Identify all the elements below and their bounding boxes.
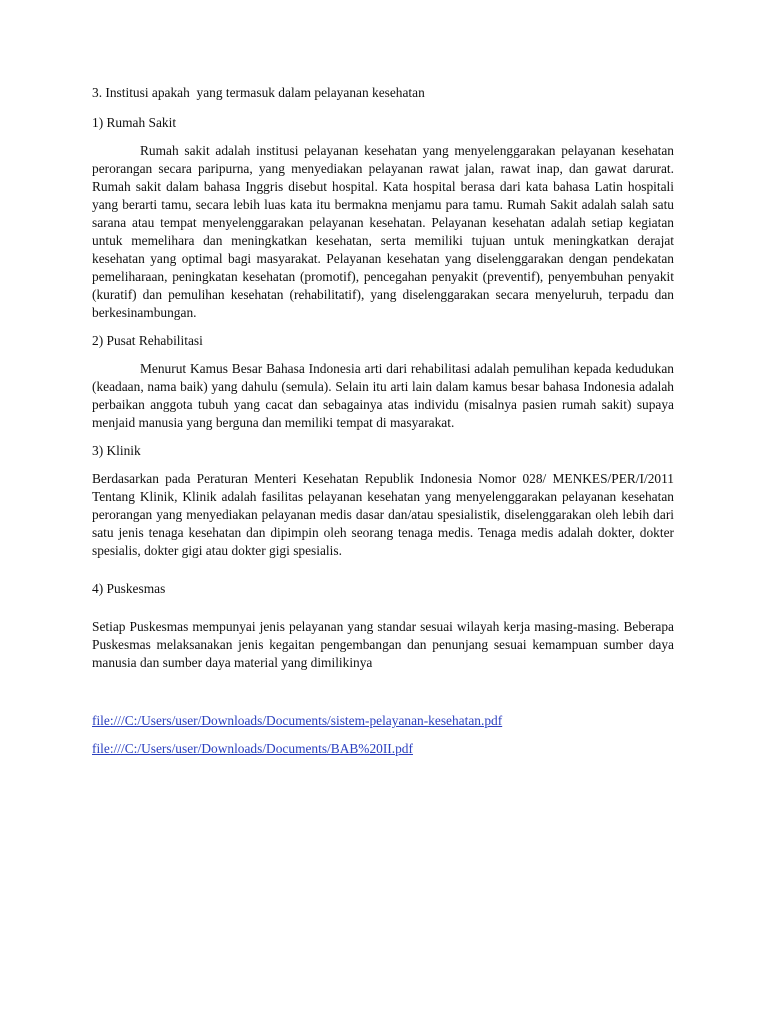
section-body-klinik: Berdasarkan pada Peraturan Menteri Kesehatan Republik Indonesia Nomor 028/ MENKES/PER/I/2011 Tentang Klinik, Klinik adalah fasilitas pelayanan kesehatan yang menyelenggarakan pelayanan kesehatan perorangan yang menyediakan pelayanan medis dasar dan/atau spesialistik, diselenggarakan oleh lebih dari satu jenis tenaga kesehatan dan dipimpin oleh seorang tenaga medis. Tenaga medis adalah dokter, dokter spesialis, dokter gigi atau dokter gigi spesialis. bbox=[92, 471, 674, 558]
section-title-puskesmas: 4) Puskesmas bbox=[92, 581, 166, 596]
section-title-pusat-rehabilitasi: 2) Pusat Rehabilitasi bbox=[92, 333, 203, 348]
section-title-klinik: 3) Klinik bbox=[92, 443, 141, 458]
section-body-rumah-sakit: Rumah sakit adalah institusi pelayanan kesehatan yang menyelenggarakan pelayanan kesehatan perorangan secara paripurna, yang menyediakan pelayanan rawat jalan, rawat inap, dan gawat darurat. Rumah sakit dalam bahasa Inggris disebut hospital. Kata hospital berasa dari kata bahasa Latin hospitali yang berarti tamu, secara lebih luas kata itu bermakna menjamu para tamu. Rumah Sakit adalah salah satu sarana atau tempat menyelenggarakan pelayanan kesehatan. Pelayanan kesehatan adalah setiap kegiatan untuk memelihara dan meningkatkan kesehatan, serta memiliki tujuan untuk meningkatkan derajat kesehatan yang optimal bagi masyarakat. Pelayanan kesehatan yang diselenggarakan dengan pendekatan pemeliharaan, peningkatan kesehatan (promotif), pencegahan penyakit (preventif), penyembuhan penyakit (kuratif) dan pemulihan kesehatan (rehabilitatif), yang diselenggarakan secara menyeluruh, terpadu dan berkesinambungan. bbox=[92, 143, 674, 320]
reference-link-bab-ii[interactable]: file:///C:/Users/user/Downloads/Documents/BAB%20II.pdf bbox=[92, 741, 413, 756]
section-title-rumah-sakit: 1) Rumah Sakit bbox=[92, 115, 177, 130]
document-page bbox=[92, 84, 674, 768]
question-heading: 3. Institusi apakah yang termasuk dalam pelayanan kesehatan bbox=[92, 85, 425, 100]
reference-link-sistem-pelayanan[interactable]: file:///C:/Users/user/Downloads/Documents/sistem-pelayanan-kesehatan.pdf bbox=[92, 713, 503, 728]
section-body-pusat-rehabilitasi: Menurut Kamus Besar Bahasa Indonesia arti dari rehabilitasi adalah pemulihan kepada kedudukan (keadaan, nama baik) yang dahulu (semula). Selain itu arti lain dalam kamus besar bahasa Indonesia adalah perbaikan anggota tubuh yang cacat dan sebagainya atas individu (misalnya pasien rumah sakit) supaya menjaid manusia yang berguna dan memiliki tempat di masyarakat. bbox=[92, 361, 674, 430]
reference-links bbox=[92, 712, 674, 758]
section-body-puskesmas: Setiap Puskesmas mempunyai jenis pelayanan yang standar sesuai wilayah kerja masing-masing. Beberapa Puskesmas melaksanakan jenis kegaitan pengembangan dan penunjang sesuai kemampuan sumber daya manusia dan sumber daya material yang dimilikinya bbox=[92, 619, 674, 670]
